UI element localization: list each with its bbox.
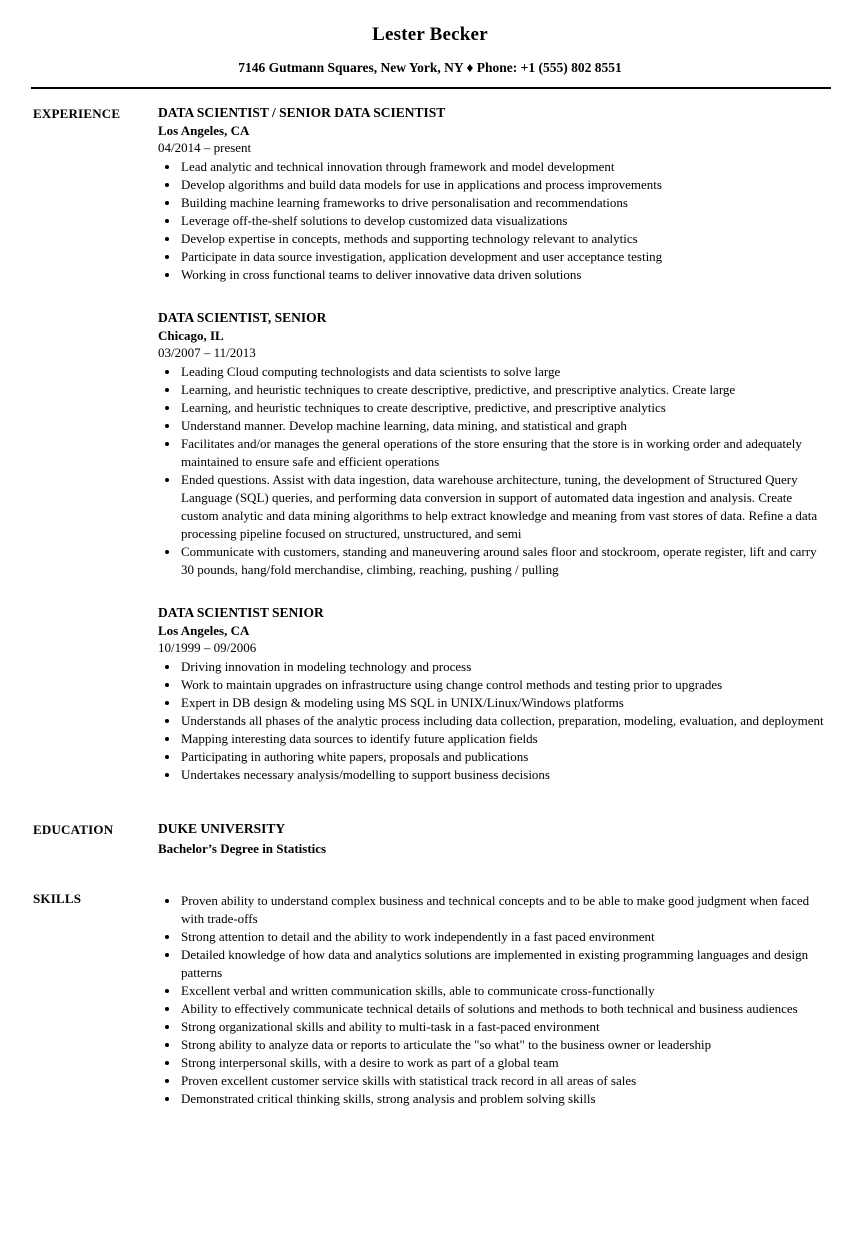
bullet-item: • Leverage off-the-shelf solutions to develop customized data visualizations [180,212,831,230]
bullet-item: • Strong interpersonal skills, with a desire to work as part of a global team [180,1054,831,1072]
bullet-item: • Understands all phases of the analytic process including data collection, preparation, modeling, evaluation, and deployment [180,712,831,730]
bullet-item: • Ended questions. Assist with data ingestion, data warehouse architecture, tuning, the development of Structured Query Language (SQL) queries, and performing data conversion in support of automated data ingestion and analysis. Create custom analytic and data mining algorithms to help extract knowledge and meaning from vast stores of data. Refine a data processing pipeline focused on structured, unstructured, and semi [180,471,831,543]
bullet-item: • Develop expertise in concepts, methods and supporting technology relevant to analytics [180,230,831,248]
job-title: DATA SCIENTIST / SENIOR DATA SCIENTIST [158,105,446,120]
bullet-item: • Communicate with customers, standing and maneuvering around sales floor and stockroom, operate register, lift and carry 30 pounds, hang/fold merchandise, climbing, reaching, pushing / pulling [180,543,831,579]
bullet-item: • Driving innovation in modeling technology and process [180,658,831,676]
bullet-item: • Ability to effectively communicate technical details of solutions and methods to both technical and business audiences [180,1000,831,1018]
job-dates: 03/2007 – 11/2013 [158,345,256,360]
bullet-item: • Proven excellent customer service skills with statistical track record in all areas of sales [180,1072,831,1090]
job-bullets [158,158,831,284]
bullet-item: • Expert in DB design & modeling using MS SQL in UNIX/Linux/Windows platforms [180,694,831,712]
skills-content [158,890,831,1108]
job-title: DATA SCIENTIST SENIOR [158,605,324,620]
bullet-item: • Develop algorithms and build data models for use in applications and process improvements [180,176,831,194]
bullet-item: • Working in cross functional teams to deliver innovative data driven solutions [180,266,831,284]
bullet-item: • Demonstrated critical thinking skills, strong analysis and problem solving skills [180,1090,831,1108]
school-name: DUKE UNIVERSITY [158,821,286,836]
job-title: DATA SCIENTIST, SENIOR [158,310,327,325]
job-dates: 10/1999 – 09/2006 [158,640,257,655]
bullet-item: • Strong attention to detail and the ability to work independently in a fast paced environment [180,928,831,946]
job-location: Chicago, IL [158,328,224,343]
bullet-item: • Mapping interesting data sources to identify future application fields [180,730,831,748]
bullet-item: • Proven ability to understand complex business and technical concepts and to be able to make good judgment when faced with trade-offs [180,892,831,928]
job-location: Los Angeles, CA [158,123,250,138]
section-experience [0,105,860,784]
bullet-item: • Strong ability to analyze data or reports to articulate the "so what" to the business owner or leadership [180,1036,831,1054]
contact-line: 7146 Gutmann Squares, New York, NY ♦ Phone: +1 (555) 802 8551 [238,60,622,75]
job-bullets [158,658,831,784]
job-entry [158,105,831,284]
bullet-item: • Facilitates and/or manages the general operations of the store ensuring that the store is in working order and adequately maintained to ensure safe and efficient operations [180,435,831,471]
experience-label: EXPERIENCE [33,106,121,121]
bullet-item: • Strong organizational skills and ability to multi-task in a fast-paced environment [180,1018,831,1036]
section-education [0,821,860,857]
education-content [158,821,831,857]
bullet-item: • Participating in authoring white papers, proposals and publications [180,748,831,766]
bullet-item: • Work to maintain upgrades on infrastructure using change control methods and testing prior to upgrades [180,676,831,694]
person-name: Lester Becker [372,24,488,45]
bullet-item: • Participate in data source investigation, application development and user acceptance testing [180,248,831,266]
bullet-item: • Learning, and heuristic techniques to create descriptive, predictive, and prescriptive analytics. Create large [180,381,831,399]
bullet-item: • Leading Cloud computing technologists and data scientists to solve large [180,363,831,381]
bullet-item: • Building machine learning frameworks to drive personalisation and recommendations [180,194,831,212]
bullet-item: • Excellent verbal and written communication skills, able to communicate cross-functionally [180,982,831,1000]
job-entry [158,310,831,579]
bullet-item: • Detailed knowledge of how data and analytics solutions are implemented in existing programming languages and design patterns [180,946,831,982]
bullet-item: • Lead analytic and technical innovation through framework and model development [180,158,831,176]
job-bullets [158,363,831,579]
header-divider [31,87,831,89]
bullet-item: • Undertakes necessary analysis/modelling to support business decisions [180,766,831,784]
bullet-item: • Understand manner. Develop machine learning, data mining, and statistical and graph [180,417,831,435]
skills-label: SKILLS [33,891,82,906]
experience-content [158,105,831,784]
section-skills [0,890,860,1108]
resume-header [0,0,860,76]
job-location: Los Angeles, CA [158,623,250,638]
education-label: EDUCATION [33,822,114,837]
degree-name: Bachelor’s Degree in Statistics [158,841,327,856]
bullet-item: • Learning, and heuristic techniques to create descriptive, predictive, and prescriptive analytics [180,399,831,417]
job-entry [158,605,831,784]
skills-list [158,892,831,1108]
job-dates: 04/2014 – present [158,140,252,155]
